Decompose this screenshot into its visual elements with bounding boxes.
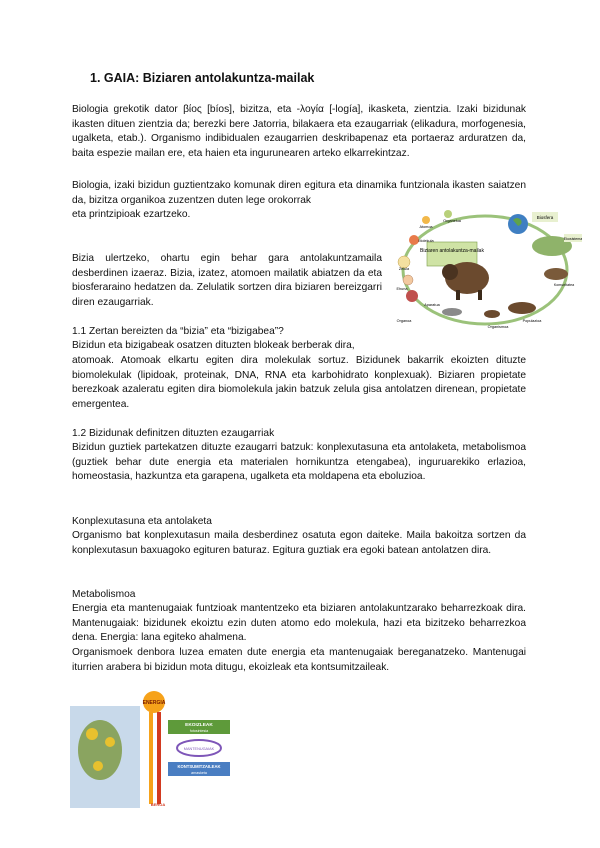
flower-icon: [105, 737, 115, 747]
label-aparatua: Aparatua: [424, 303, 440, 307]
bison-leg-icon: [456, 290, 460, 300]
consumers-sublabel: arnasketa: [191, 771, 207, 775]
label-komunitatea: Komunitatea: [553, 283, 575, 287]
label-populazioa: Populazioa: [522, 319, 542, 323]
organ-icon: [406, 290, 418, 302]
flower-icon: [93, 761, 103, 771]
apparatus-icon: [442, 308, 462, 316]
organelle-icon: [444, 210, 452, 218]
konplexutasuna-heading: Konplexutasuna eta antolaketa: [72, 516, 212, 527]
bison-leg-icon: [478, 290, 482, 300]
label-organoa: Organoa: [396, 319, 412, 323]
organism-icon: [484, 310, 500, 318]
section-1-1-first-line: Bizidun eta bizigabeak osatzen dituzten blokeak berberak dira,: [72, 340, 355, 351]
consumers-label: KONTSUMITZAILEAK: [177, 764, 221, 769]
label-organelua: Organelua: [443, 219, 461, 223]
intro-paragraph-2: Biologia, izaki bizidun guztientzako komunak diren egitura eta dinamika funtzionala ikasten saiatzen da, bizitza organikoa zuzentzen duten lege orokorrak: [72, 180, 526, 206]
intro-paragraph-2-end: eta printzipioak ezartzeko.: [72, 209, 191, 220]
section-1-1-body: atomoak. Atomoak elkartu egiten dira molekulak sortuz. Bizidunek bakarrik ekoizten dituzte biomolekulak (lipidoak, proteinak, DNA, RNA eta karbohidrato konplexuak). Biziaren propietate berezkoak azaleratu egiten dira biomolekula jakin batzuk zelula gisa antolatzen direnean, propietate emergentea.: [72, 355, 526, 410]
section-1-2-heading: 1.2 Bizidunak definitzen dituzten ezaugarriak: [72, 428, 275, 439]
plant-icon: [78, 720, 122, 780]
tissue-icon: [403, 275, 413, 285]
label-ehuna: Ehuna: [396, 287, 408, 291]
label-ekosistema: Ekosistema: [563, 237, 582, 241]
atom-icon: [422, 216, 430, 224]
nutrient-cycle-label: MANTENUGAIAK: [183, 747, 215, 751]
metabolismoa-body-2: Organismoek denbora luzea ematen dute energia eta mantenugaiak bereganatzeko. Mantenugai iturrien arabera bi bizidun mota ditugu, ekoizleak eta kontsumitzaileak.: [72, 647, 526, 673]
center-label: Biziaren antolakuntza-mailak: [420, 248, 484, 254]
intro-paragraph-1: Biologia grekotik dator βίος [bíos], bizitza, eta -λογία [-logía], ikasketa, zientzia. Izaki bizidunak ikasten dituen zientzia da; berezki bere Jatorria, bilakaera eta ezaugarriak (elikadura, morfogenesia, ugalketa, etab.). Organismo indibidualen ezaugarrien deskribapenaz eta portaeraz arduratzen da, baita espezie mailan ere, eta haien eta ingurunearen arteko elkarrekintzaz.: [72, 104, 526, 159]
population-icon: [508, 302, 536, 314]
energy-arrow: [149, 712, 153, 804]
bison-head-icon: [442, 264, 458, 280]
organization-levels-figure: [392, 206, 582, 334]
label-zelula: Zelula: [398, 267, 410, 271]
producers-label: EKOIZLEAK: [185, 723, 213, 728]
section-1-2-body: Bizidun guztiek partekatzen dituzte ezaugarri batzuk: konplexutasuna eta antolaketa, metabolismoa (guztiek behar dute energia eta materialen hornikuntza etengabea), inguruarekiko erlazioa, homeostasia, hazkuntza eta garapena, ugalketa eta moldapena eta eboluzioa.: [72, 442, 526, 483]
heat-arrow: [157, 712, 161, 804]
label-organismoa: Organismoa: [487, 325, 509, 329]
intro-paragraph-3: Bizia ulertzeko, ohartu egin behar gara antolakuntzamaila desberdinen izaeraz. Bizia, izatez, atomoen mailatik abiatzen da eta biosferaraino hedatzen da. Zelulatik sortzen dira biziaren bereizgarri diren ezaugarriak.: [72, 253, 382, 308]
sun-label: ENERGIA: [142, 700, 166, 706]
producers-sublabel: fotosintesia: [189, 729, 209, 733]
energy-flow-figure: [70, 690, 238, 808]
label-biosfera: Biosfera: [536, 215, 554, 220]
community-icon: [544, 268, 568, 280]
metabolismoa-body-1: Energia eta mantenugaiak funtzioak mantentzeko eta biziaren antolakuntzarako beharrezkoak dira. Mantenugaiak: bizidunek ekoiztu ezin duten atomo edo molekula, hazi eta bizitzeko beharrezkoa dena. Energia: lana egiteko ahalmena.: [72, 603, 526, 644]
konplexutasuna-body: Organismo bat konplexutasun maila desberdinez osatuta egon daiteke. Maila bakoitza sortzen da konplexutasun baxuagoko egituren baturaz. Egitura guztiak era egoki batean antolatzen dira.: [72, 530, 526, 556]
metabolismoa-heading: Metabolismoa: [72, 589, 136, 600]
heat-label: BEROA: [150, 802, 166, 807]
flower-icon: [86, 728, 98, 740]
section-1-1-heading: 1.1 Zertan bereizten da “bizia” eta “bizigabea”?: [72, 326, 284, 337]
page-title: 1. GAIA: Biziaren antolakuntza-mailak: [90, 71, 315, 85]
label-molekula: Molekula: [418, 239, 434, 243]
label-atomoa: Atomoa: [419, 225, 433, 229]
